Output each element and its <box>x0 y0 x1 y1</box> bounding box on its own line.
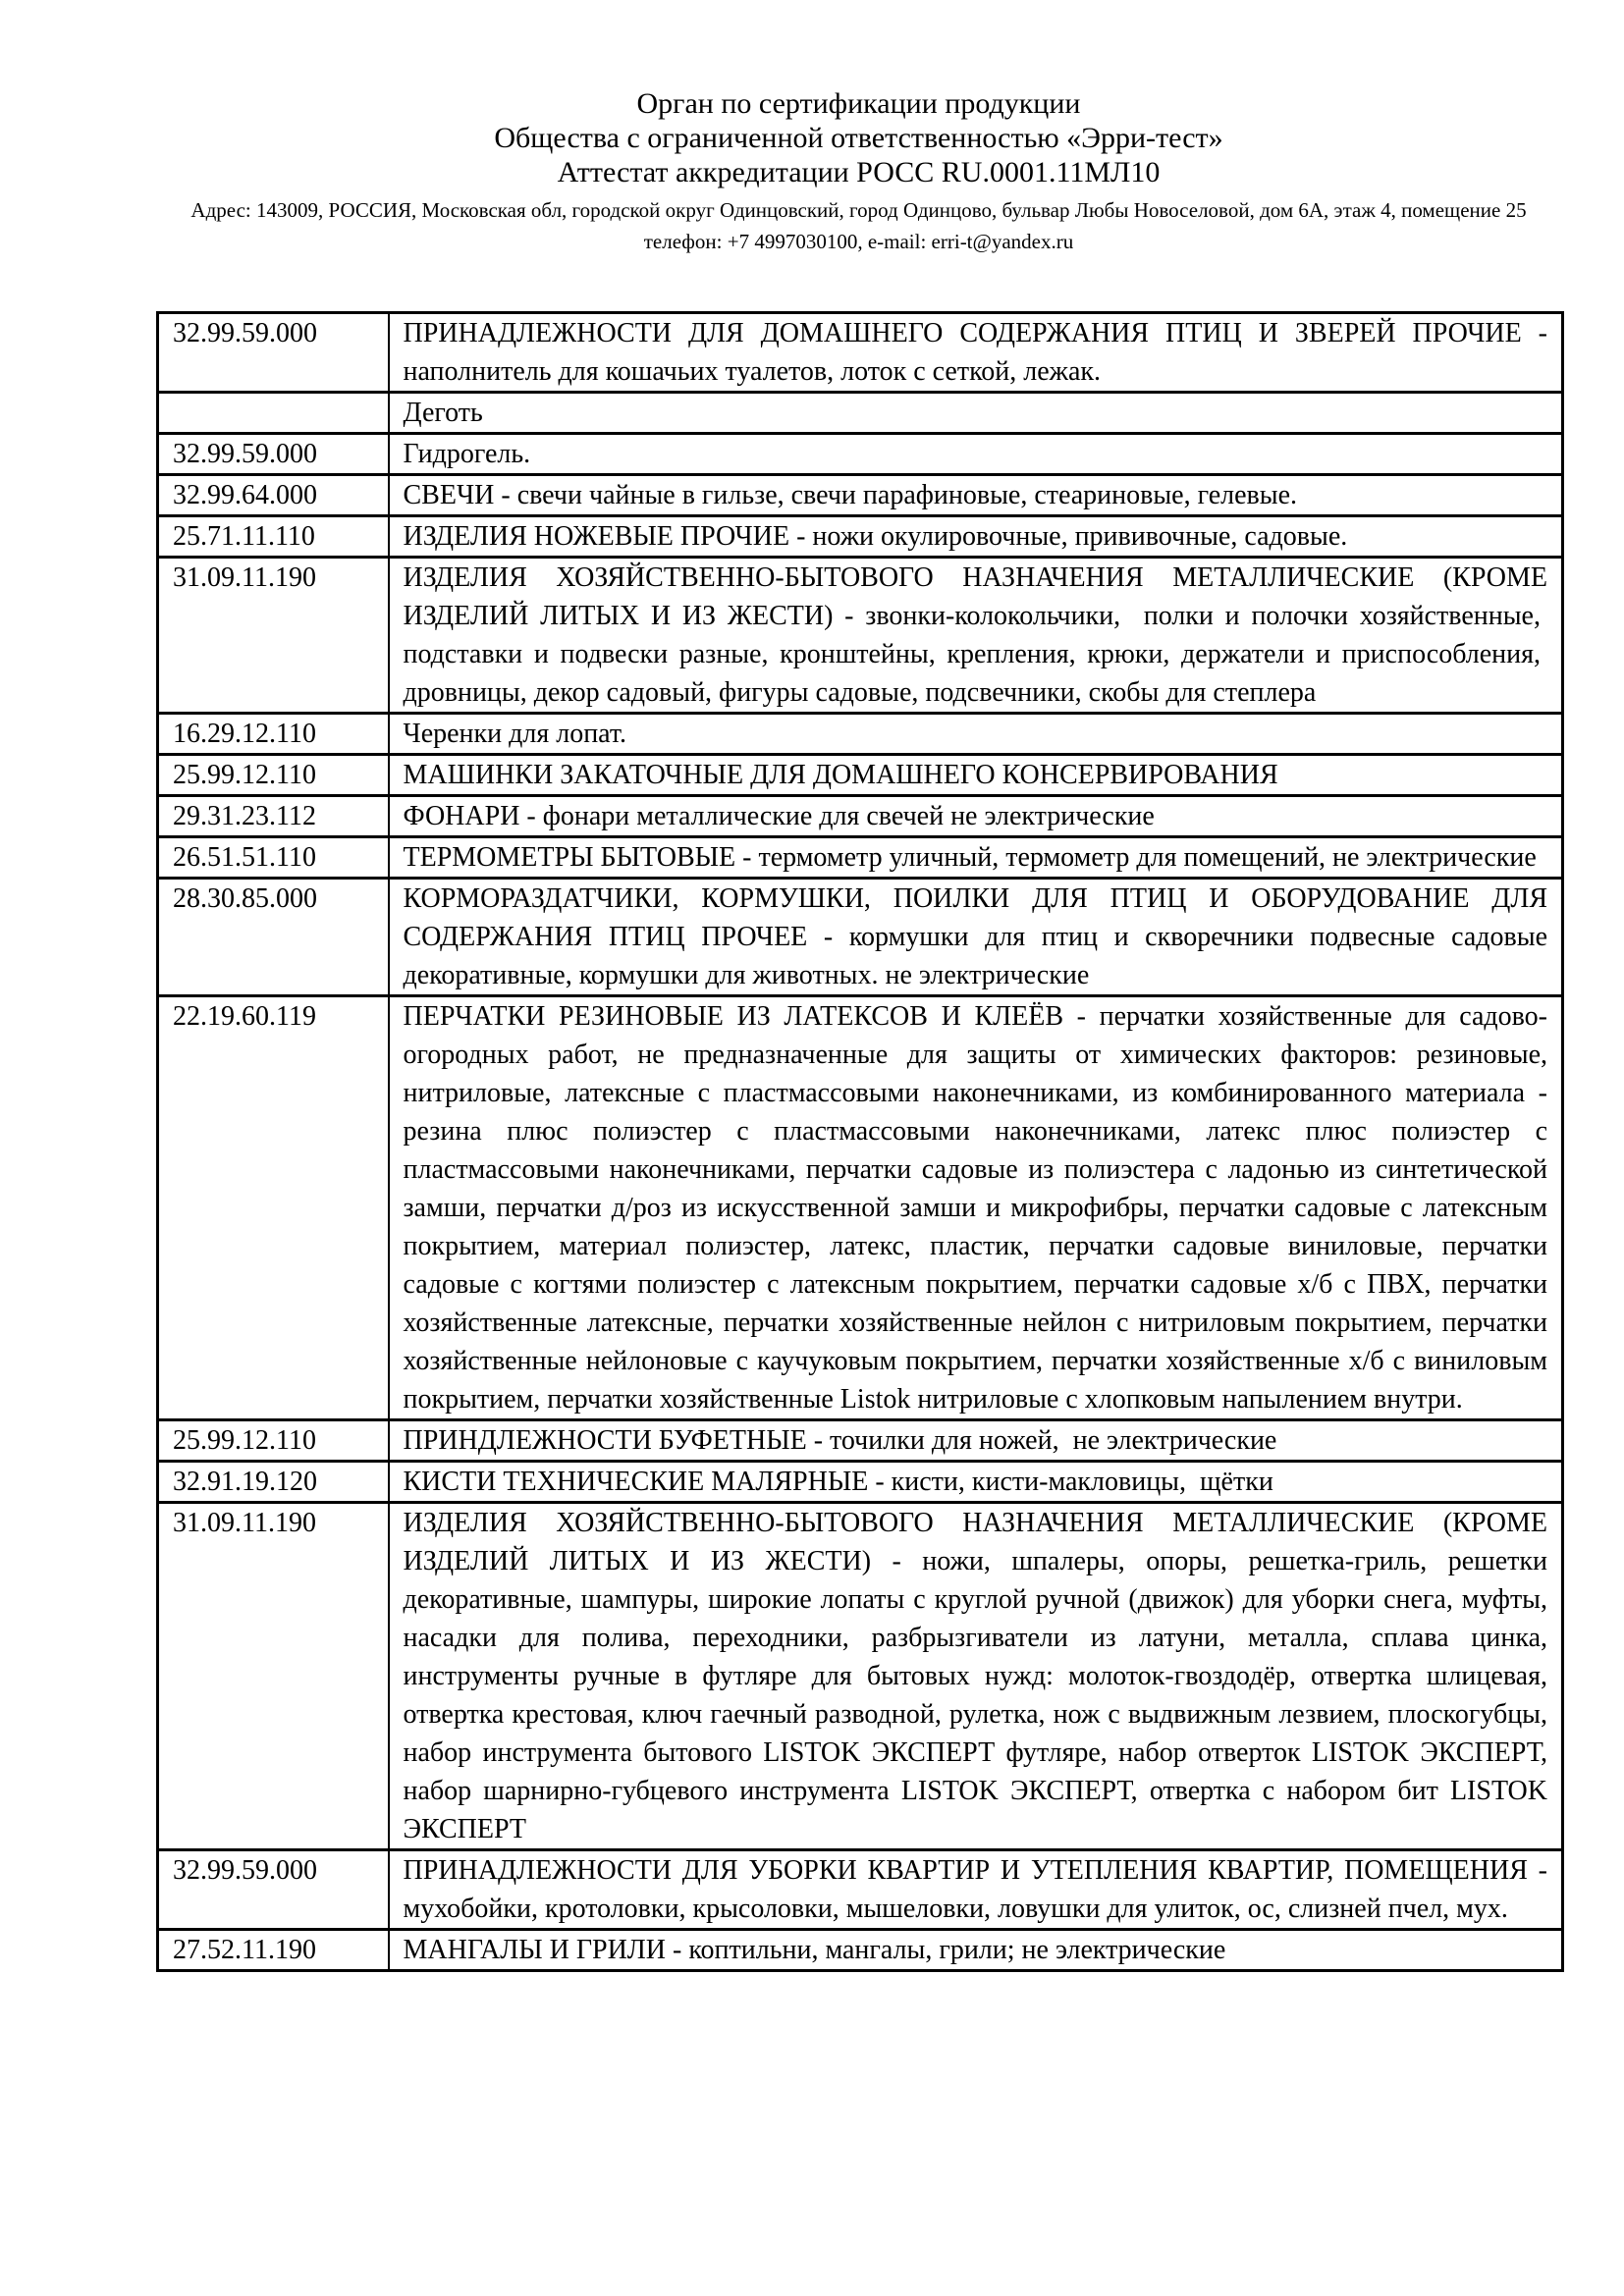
product-details: - свечи чайные в гильзе, свечи парафиновые, стеариновые, гелевые. <box>494 480 1298 510</box>
product-description <box>389 1462 1563 1503</box>
product-description <box>389 755 1563 796</box>
table-row <box>158 714 1563 755</box>
product-code: 25.99.12.110 <box>158 755 389 796</box>
product-code: 25.99.12.110 <box>158 1420 389 1462</box>
product-category: ПРИНАДЛЕЖНОСТИ ДЛЯ УБОРКИ КВАРТИР И УТЕПЛЕНИЯ КВАРТИР, ПОМЕЩЕНИЯ <box>403 1855 1528 1886</box>
product-details: - мухобойки, кротоловки, крысоловки, мышеловки, ловушки для улиток, ос, слизней пчел, мух. <box>403 1855 1547 1924</box>
product-details: - кисти, кисти-макловицы, щётки <box>868 1467 1273 1497</box>
table-row <box>158 1503 1563 1850</box>
product-description <box>389 796 1563 837</box>
products-table <box>156 311 1564 1972</box>
product-description <box>389 475 1563 516</box>
table-row <box>158 837 1563 879</box>
product-category: ФОНАРИ <box>403 801 520 831</box>
product-code: 25.71.11.110 <box>158 516 389 558</box>
product-description <box>389 313 1563 393</box>
product-category: ТЕРМОМЕТРЫ БЫТОВЫЕ <box>403 842 736 873</box>
product-category: МАНГАЛЫ И ГРИЛИ <box>403 1935 667 1965</box>
product-code <box>158 393 389 434</box>
product-details: - кормушки для птиц и скворечники подвесные садовые декоративные, кормушки для животных. не электрические <box>403 922 1548 990</box>
product-details: - коптильни, мангалы, грили; не электрические <box>666 1935 1226 1965</box>
table-row <box>158 796 1563 837</box>
product-details: - точилки для ножей, не электрические <box>806 1425 1277 1456</box>
product-description <box>389 1850 1563 1930</box>
product-description <box>389 558 1563 714</box>
contact-line: телефон: +7 4997030100, e-mail: erri-t@yandex.ru <box>643 230 1074 253</box>
product-details: Черенки для лопат. <box>403 719 627 749</box>
accreditation-line: Аттестат аккредитации РОСС RU.0001.11МЛ10 <box>557 156 1161 188</box>
product-category: СВЕЧИ <box>403 480 495 510</box>
product-code: 26.51.51.110 <box>158 837 389 879</box>
table-row <box>158 393 1563 434</box>
table-row <box>158 1850 1563 1930</box>
product-category: ИЗДЕЛИЯ ХОЗЯЙСТВЕННО-БЫТОВОГО НАЗНАЧЕНИЯ МЕТАЛЛИЧЕСКИЕ (КРОМЕ ИЗДЕЛИЙ ЛИТЫХ И ИЗ ЖЕСТИ) <box>403 1508 1547 1576</box>
product-code: 27.52.11.190 <box>158 1930 389 1971</box>
product-description <box>389 1930 1563 1971</box>
table-row <box>158 1930 1563 1971</box>
address-line: Адрес: 143009, РОССИЯ, Московская обл, городской округ Одинцовский, город Одинцово, бульвар Любы Новоселовой, дом 6А, этаж 4, помещение 25 <box>190 198 1527 222</box>
product-details: - термометр уличный, термометр для помещений, не электрические <box>735 842 1537 873</box>
product-code: 28.30.85.000 <box>158 879 389 996</box>
product-code: 32.99.64.000 <box>158 475 389 516</box>
product-category: КИСТИ ТЕХНИЧЕСКИЕ МАЛЯРНЫЕ <box>403 1467 869 1497</box>
org-name-line: Общества с ограниченной ответственностью «Эрри-тест» <box>494 122 1223 154</box>
product-description <box>389 516 1563 558</box>
product-category: ПРИНАДЛЕЖНОСТИ ДЛЯ ДОМАШНЕГО СОДЕРЖАНИЯ ПТИЦ И ЗВЕРЕЙ ПРОЧИЕ <box>403 318 1522 348</box>
product-description <box>389 837 1563 879</box>
org-type-line: Орган по сертификации продукции <box>636 87 1081 120</box>
product-description <box>389 879 1563 996</box>
product-description <box>389 1503 1563 1850</box>
product-category: ПЕРЧАТКИ РЕЗИНОВЫЕ ИЗ ЛАТЕКСОВ И КЛЕЁВ <box>403 1001 1064 1032</box>
product-description <box>389 434 1563 475</box>
product-code: 29.31.23.112 <box>158 796 389 837</box>
product-code: 32.99.59.000 <box>158 313 389 393</box>
product-details: - наполнитель для кошачьих туалетов, лоток с сеткой, лежак. <box>403 318 1548 387</box>
table-row <box>158 996 1563 1420</box>
table-row <box>158 558 1563 714</box>
product-category: ИЗДЕЛИЯ НОЖЕВЫЕ ПРОЧИЕ <box>403 521 790 552</box>
table-row <box>158 434 1563 475</box>
product-description <box>389 393 1563 434</box>
product-details: - фонари металлические для свечей не электрические <box>519 801 1155 831</box>
product-description <box>389 714 1563 755</box>
product-details: Гидрогель. <box>403 439 531 469</box>
product-code: 32.99.59.000 <box>158 1850 389 1930</box>
product-category: ПРИНДЛЕЖНОСТИ БУФЕТНЫЕ <box>403 1425 807 1456</box>
product-code: 22.19.60.119 <box>158 996 389 1420</box>
product-details: - ножи, шпалеры, опоры, решетка-гриль, решетки декоративные, шампуры, широкие лопаты с круглой ручной (движок) для уборки снега, муфты, насадки для полива, переходники, разбрызгиватели из латуни, металла, сплава цинка, инструменты ручные в футляре для бытовых нужд: молоток-гвоздодёр, отвертка шлицевая, отвертка крестовая, ключ гаечный разводной, рулетка, нож с выдвижным лезвием, плоскогубцы, набор инструмента бытового LISTOK ЭКСПЕРТ футляре, набор отверток LISTOK ЭКСПЕРТ, набор шарнирно-губцевого инструмента LISTOK ЭКСПЕРТ, отвертка с набором бит LISTOK ЭКСПЕРТ <box>403 1546 1547 1844</box>
table-row <box>158 1462 1563 1503</box>
product-code: 16.29.12.110 <box>158 714 389 755</box>
table-row <box>158 475 1563 516</box>
product-code: 31.09.11.190 <box>158 558 389 714</box>
product-details: Деготь <box>403 398 483 428</box>
table-row <box>158 755 1563 796</box>
table-row <box>158 516 1563 558</box>
product-details: - звонки-колокольчики, полки и полочки хозяйственные, подставки и подвески разные, кронштейны, крепления, крюки, держатели и приспособления, дровницы, декор садовый, фигуры садовые, подсвечники, скобы для степлера <box>403 601 1547 708</box>
product-category: КОРМОРАЗДАТЧИКИ, КОРМУШКИ, ПОИЛКИ ДЛЯ ПТИЦ И ОБОРУДОВАНИЕ ДЛЯ СОДЕРЖАНИЯ ПТИЦ ПРОЧЕЕ <box>403 883 1547 952</box>
table-row <box>158 313 1563 393</box>
product-details: - перчатки хозяйственные для садово-огородных работ, не предназначенные для защиты от химических факторов: резиновые, нитриловые, латексные с пластмассовыми наконечниками, из комбинированного материала - резина плюс полиэстер с пластмассовыми наконечниками, латекс плюс полиэстер с пластмассовыми наконечниками, перчатки садовые из полиэстера с ладонью из синтетической замши, перчатки д/роз из искусственной замши и микрофибры, перчатки садовые с латексным покрытием, материал полиэстер, латекс, пластик, перчатки садовые виниловые, перчатки садовые с когтями полиэстер с латексным покрытием, перчатки садовые х/б с ПВХ, перчатки хозяйственные латексные, перчатки хозяйственные нейлон с нитриловым покрытием, перчатки хозяйственные нейлоновые с каучуковым покрытием, перчатки хозяйственные х/б с виниловым покрытием, перчатки хозяйственные Listok нитриловые с хлопковым напылением внутри. <box>403 1001 1547 1415</box>
product-code: 32.99.59.000 <box>158 434 389 475</box>
document-header <box>156 0 1561 254</box>
product-category: МАШИНКИ ЗАКАТОЧНЫЕ ДЛЯ ДОМАШНЕГО КОНСЕРВИРОВАНИЯ <box>403 760 1278 790</box>
table-row <box>158 1420 1563 1462</box>
product-code: 32.91.19.120 <box>158 1462 389 1503</box>
product-description <box>389 1420 1563 1462</box>
table-row <box>158 879 1563 996</box>
product-description <box>389 996 1563 1420</box>
product-details: - ножи окулировочные, прививочные, садовые. <box>789 521 1348 552</box>
product-code: 31.09.11.190 <box>158 1503 389 1850</box>
product-category: ИЗДЕЛИЯ ХОЗЯЙСТВЕННО-БЫТОВОГО НАЗНАЧЕНИЯ МЕТАЛЛИЧЕСКИЕ (КРОМЕ ИЗДЕЛИЙ ЛИТЫХ И ИЗ ЖЕСТИ) <box>403 562 1547 631</box>
